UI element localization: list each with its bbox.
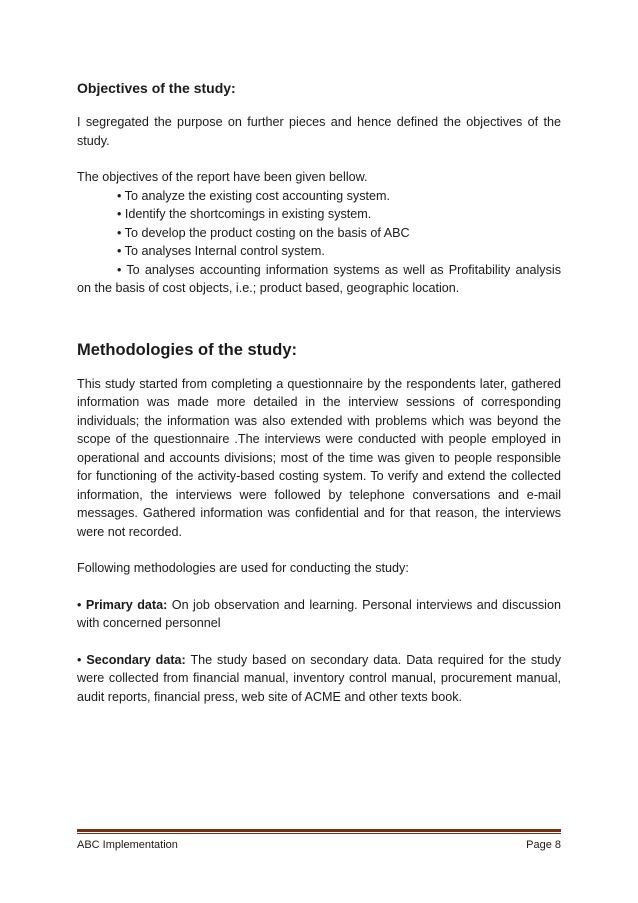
methodologies-following: Following methodologies are used for conducting the study: [77,561,409,575]
objective-bullet-last: • To analyses accounting information systems as well as Profitability analysis on the basis of cost objects, i.e.; product based, geographic location. [77,262,561,295]
footer-rule-thick [77,829,561,832]
objective-bullet: • To develop the product costing on the basis of ABC [117,225,410,240]
objectives-lead: The objectives of the report have been given bellow. [77,170,368,184]
objective-bullet: • To analyses Internal control system. [117,244,325,258]
primary-data-item [77,596,561,633]
footer-page-number: Page 8 [526,839,561,851]
footer-rule-thin [77,833,561,834]
secondary-data-item [77,651,561,707]
objectives-heading: Objectives of the study: [77,80,236,96]
objectives-intro: I segregated the purpose on further pieces and hence defined the objectives of the study. [77,115,561,148]
secondary-data-label: Secondary data: [86,652,186,667]
methodologies-heading: Methodologies of the study: [77,340,297,359]
page-content [77,78,561,706]
objective-bullet: • To analyze the existing cost accounting system. [117,188,390,203]
primary-data-text: On job observation and learning. Personal interviews and discussion with concerned personnel [77,597,561,630]
footer-title: ABC Implementation [77,839,178,851]
primary-bullet: • [77,597,86,612]
primary-data-label: Primary data: [85,597,168,612]
secondary-data-text: The study based on secondary data. Data required for the study were collected from financial manual, inventory control manual, procurement manual, audit reports, financial press, web site of ACME and other texts book. [77,652,561,704]
secondary-bullet: • [77,652,87,667]
objective-bullet: • Identify the shortcomings in existing system. [117,207,372,221]
methodologies-paragraph: This study started from completing a questionnaire by the respondents later, gathered information was made more detailed in the interview sessions of corresponding individuals; the information was also extended with problems which was beyond the scope of the questionnaire .The interviews were conducted with people employed in operational and accounts divisions; most of the time was given to people responsible for functioning of the activity-based costing system. To verify and extend the collected information, the interviews were followed by telephone conversations and e-mail messages. Gathered information was confidential and for that reason, the interviews were not recorded. [77,376,561,539]
